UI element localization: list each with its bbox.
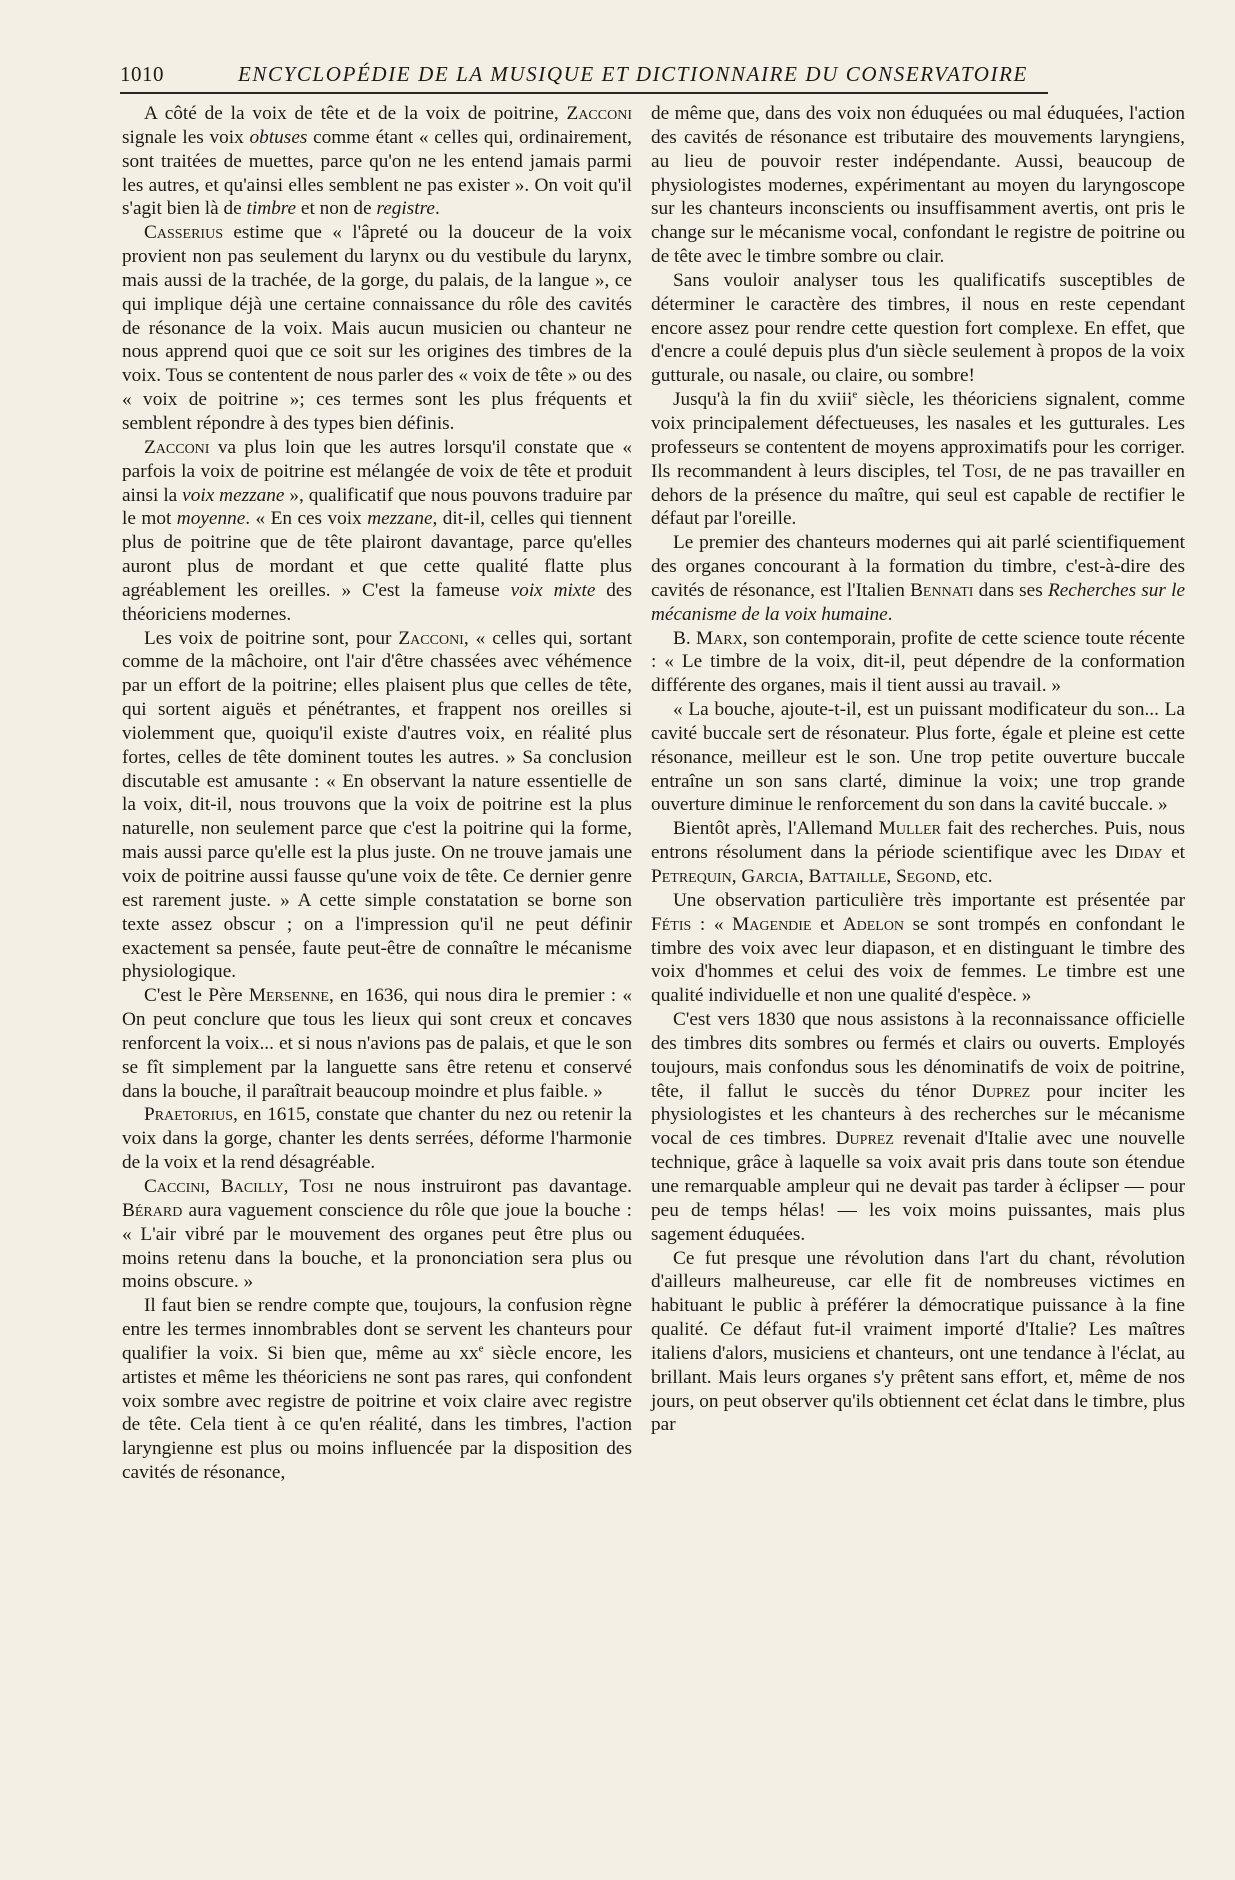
paragraph — [122, 1175, 632, 1294]
author-name: Diday — [1114, 842, 1163, 864]
italic-term: voix mezzane — [182, 484, 285, 506]
text-run: pour inciter les physiologistes et les chanteurs à des recherches sur le mécanisme vocal de ces timbres. — [651, 1080, 1185, 1150]
text-run: et — [811, 913, 843, 935]
paragraph — [122, 627, 632, 985]
superscript: e — [852, 388, 858, 401]
author-name: Marx — [696, 627, 743, 649]
author-name: Bérard — [122, 1199, 183, 1221]
italic-term: moyenne — [176, 508, 246, 530]
text-run: Ce fut presque une révolution dans l'art du chant, révolution d'ailleurs malheureuse, car elle fit de nombreuses victimes en habituant le public à préférer la démocratique puissance à la fine qualité. Ce défaut fut-il vraiment importé d'Italie? Les maîtres italiens d'alors, musiciens et chanteurs, ont une tendance à l'éclat, au brillant. Mais leurs organes s'y prêtent sans effort, et, même de nos jours, on peut observer qu'ils obtiennent cet éclat dans le timbre, plus par — [651, 1247, 1185, 1436]
text-run: des théoriciens modernes. — [122, 579, 632, 625]
author-name: Adelon — [842, 913, 905, 935]
text-run: , en 1615, constate que chanter du nez ou retenir la voix dans la gorge, chanter les dents serrées, déforme l'harmonie de la voix et la rend désagréable. — [122, 1104, 632, 1174]
paragraph — [651, 531, 1185, 626]
text-run: aura vaguement conscience du rôle que joue la bouche : « L'air vibré par le mouvement des organes peut être plus ou moins retenu dans la bouche, et la prononciation sera plus ou moins obscure. » — [122, 1199, 632, 1293]
italic-term: registre — [376, 198, 435, 220]
text-run: C'est vers 1830 que nous assistons à la reconnaissance officielle des timbres dits sombres ou fermés et clairs ou ouverts. Employés toujours, mais confondus sous les dénominatifs de voix de poitrine, tête, il fallut le succès du ténor — [651, 1009, 1185, 1102]
text-run: va plus loin que les autres lorsqu'il constate que « parfois la voix de poitrine est mélangée de voix de tête et produit ainsi la — [122, 436, 632, 506]
author-name: Tosi — [962, 460, 997, 482]
text-run: « La bouche, ajoute-t-il, est un puissant modificateur du son... La cavité buccale sert de résonateur. Plus forte, égale et pleine est cette résonance, meilleur est le son. Une trop petite ouverture buccale entraîne un son sans clarté, diminue la voix; une trop grande ouverture diminue le renforcement du son dans la cavité buccale. » — [651, 699, 1185, 816]
text-run: B. — [673, 627, 697, 649]
italic-term: voix mixte — [510, 579, 596, 601]
text-run: Bientôt après, l'Allemand — [673, 818, 879, 840]
paragraph — [651, 1247, 1185, 1438]
author-name: Battaille — [808, 866, 887, 887]
text-run: . — [887, 603, 893, 625]
author-name: Mersenne — [248, 985, 329, 1007]
author-name: Petrequin — [651, 866, 732, 887]
paragraph — [122, 1103, 632, 1175]
author-name: Zacconi — [398, 627, 464, 649]
author-name: Muller — [878, 818, 941, 840]
text-run: revenait d'Italie avec une nouvelle technique, grâce à laquelle sa voix avait pris dans toute son étendue une remarquable ampleur qui ne devait pas tarder à éclipser — pour peu de temps hélas! — les voix moins puissantes, mais plus sagement éduquées. — [651, 1128, 1185, 1245]
text-run: Les voix de poitrine sont, pour — [144, 627, 399, 649]
text-run: et non de — [296, 198, 377, 220]
paragraph — [122, 221, 632, 436]
paragraph — [651, 627, 1185, 699]
author-name: Bennati — [910, 579, 974, 601]
author-name: Zacconi — [144, 436, 210, 458]
italic-term: obtuses — [249, 126, 308, 148]
italic-term: timbre — [246, 198, 297, 220]
author-name: Fétis — [651, 913, 692, 935]
text-run: siècle encore, les artistes et même les théoriciens ne sont pas rares, qui confondent voix sombre avec registre de poitrine et voix claire avec registre de tête. Cela tient à ce qu'en réalité, dans les timbres, l'action laryngienne est plus ou moins influencée par la disposition des cavités de résonance, — [122, 1342, 632, 1484]
text-run: , dit-il, celles qui tiennent plus de poitrine que de tête plairont davantage, parce qu'elles auront plus de mordant et que cette qualité flatte plus agréablement les oreilles. » C'est la fameuse — [122, 508, 632, 601]
paragraph — [122, 436, 632, 627]
text-run: , — [205, 1175, 221, 1197]
text-run: . « En ces voix — [245, 508, 368, 530]
paragraph — [122, 102, 632, 221]
text-run: : « — [691, 913, 733, 935]
text-run: , — [731, 866, 742, 887]
text-run: signale les voix — [122, 126, 250, 148]
page-number: 1010 — [120, 62, 164, 86]
text-run: et — [1162, 842, 1185, 864]
text-run: ne nous instruiront pas davantage. — [333, 1175, 632, 1197]
right-column — [651, 102, 1185, 1437]
text-run: , — [283, 1175, 300, 1197]
paragraph — [651, 817, 1185, 889]
text-run: A côté de la voix de tête et de la voix de poitrine, — [144, 103, 567, 124]
text-run: de même que, dans des voix non éduquées ou mal éduquées, l'action des cavités de résonance est tributaire des mouvements laryngiens, au lieu de pouvoir rester indépendante. Aussi, beaucoup de physiologistes modernes, expérimentant au moyen du laryngoscope sur les chanteurs inconscients ou insuffisamment avertis, ont pris le change sur le mécanisme vocal, confondant le registre de poitrine ou de tête avec le timbre sombre ou clair. — [651, 103, 1185, 268]
author-name: Bacilly — [220, 1175, 284, 1197]
text-run: , etc. — [955, 866, 993, 887]
text-run: , de ne pas travailler en dehors de la présence du maître, qui seul est capable de rectifier le défaut par l'oreille. — [651, 460, 1185, 530]
text-run: Jusqu'à la fin du xviii — [673, 389, 853, 411]
author-name: Praetorius — [144, 1104, 234, 1126]
paragraph — [122, 984, 632, 1103]
paragraph — [122, 1294, 632, 1485]
text-run: Il faut bien se rendre compte que, toujours, la confusion règne entre les termes innombrables dont se servent les chanteurs pour qualifier la voix. Si bien que, même au xx — [122, 1295, 632, 1364]
paragraph — [651, 889, 1185, 1008]
text-run: siècle, les théoriciens signalent, comme voix principalement défectueuses, les nasales et les gutturales. Les professeurs se contentent de moyens approximatifs pour les corriger. Ils recommandent à leurs disciples, tel — [651, 389, 1185, 482]
author-name: Garcia — [741, 866, 799, 887]
author-name: Tosi — [299, 1175, 334, 1197]
header-rule — [120, 92, 1048, 94]
text-run: , — [886, 866, 896, 887]
author-name: Segond — [895, 866, 956, 887]
author-name: Duprez — [971, 1080, 1031, 1102]
text-run: Le premier des chanteurs modernes qui ait parlé scientifiquement des organes concourant à la formation du timbre, c'est-à-dire des cavités de résonance, est l'Italien — [651, 532, 1185, 601]
italic-term: mezzane — [367, 508, 433, 530]
author-name: Duprez — [835, 1128, 894, 1150]
paragraph — [651, 388, 1185, 531]
author-name: Zacconi — [566, 103, 632, 124]
text-run: Sans vouloir analyser tous les qualificatifs susceptibles de déterminer le caractère des timbres, il nous en reste cependant encore assez pour rendre cette question fort complexe. En effet, que d'encre a coulé depuis plus d'un siècle seulement à propos de la voix gutturale, ou nasale, ou claire, ou sombre! — [651, 269, 1185, 387]
text-run: estime que « l'âpreté ou la douceur de la voix provient non pas seulement du larynx ou du vestibule du larynx, mais aussi de la trachée, de la gorge, du palais, de la langue », ce qui implique déjà une certaine connaissance du rôle des cavités de résonance de la voix. Mais aucun musicien ou chanteur ne nous apprend quoi que ce soit sur les origines des timbres de la voix. Tous se contentent de nous parler des « voix de tête » ou des « voix de poitrine »; ces termes sont les plus fréquents et semblent répondre à des types bien définis. — [122, 222, 632, 434]
text-run: , « celles qui, sortant comme de la mâchoire, ont l'air d'être chassées avec véhémence par un effort de la poitrine; elles plaisent plus que celles de tête, qui sortent aiguës et pénétrantes, et frappent nos oreilles si violemment que, quoiqu'il existe d'autres voix, en réalité plus fortes, celles de tête dominent toutes les autres. » Sa conclusion discutable est amusante : « En observant la nature essentielle de la voix, dit-il, nous trouvons que la voix de poitrine est la plus naturelle, non seulement parce que c'est la poitrine qui la forme, mais aussi parce qu'elle est la plus juste. On ne trouve jamais une voix de poitrine aussi fausse qu'une voix de tête. Ce dernier genre est rarement juste. » A cette simple constatation se borne son texte assez obscur ; on a l'impression qu'il ne peut définir exactement sa pensée, faute peut-être de connaître le mécanisme physiologique. — [122, 627, 632, 983]
text-run: comme étant « celles qui, ordinairement, sont traitées de muettes, parce qu'on ne les entend jamais parmi les autres, et qu'ainsi elles semblent ne pas exister ». On voit qu'il s'agit bien là de — [122, 126, 632, 220]
author-name: Casserius — [144, 222, 223, 244]
text-run: . — [435, 198, 440, 220]
author-name: Magendie — [732, 913, 812, 935]
text-run: », qualificatif que nous pouvons traduire par le mot — [122, 484, 632, 530]
paragraph — [651, 269, 1185, 388]
running-header — [120, 62, 1048, 90]
superscript: e — [478, 1342, 484, 1355]
text-run: , son contemporain, profite de cette science toute récente : « Le timbre de la voix, dit-il, peut dépendre de la conformation différente des organes, mais il tient aussi au travail. » — [651, 627, 1185, 697]
paragraph — [651, 698, 1185, 817]
text-run: se sont trompés en confondant le timbre des voix avec leur diapason, et en distinguant le timbre des voix d'hommes et celui des voix de femmes. Le timbre est une qualité individuelle et non une qualité d'espèce. » — [651, 913, 1185, 1007]
text-run: , — [798, 866, 809, 887]
paragraph — [651, 102, 1185, 269]
author-name: Caccini — [144, 1175, 206, 1197]
text-run: dans ses — [973, 579, 1048, 601]
left-column — [122, 102, 632, 1485]
running-title: ENCYCLOPÉDIE DE LA MUSIQUE ET DICTIONNAIRE DU CONSERVATOIRE — [238, 62, 1028, 86]
italic-term: Recherches sur le mécanisme de la voix humaine — [651, 579, 1186, 625]
text-run: Une observation particulière très importante est présentée par — [673, 889, 1185, 911]
text-run: C'est le Père — [144, 985, 249, 1007]
paragraph — [651, 1008, 1185, 1246]
text-run: , en 1636, qui nous dira le premier : « On peut conclure que tous les lieux qui sont creux et concaves renforcent la voix... et si nous n'avions pas de palais, et que le son se fît simplement par la languette sans être retenu et conservé dans la bouche, il paraîtrait beaucoup moindre et plus faible. » — [122, 985, 632, 1102]
text-run: fait des recherches. Puis, nous entrons résolument dans la période scientifique avec les — [651, 818, 1185, 864]
